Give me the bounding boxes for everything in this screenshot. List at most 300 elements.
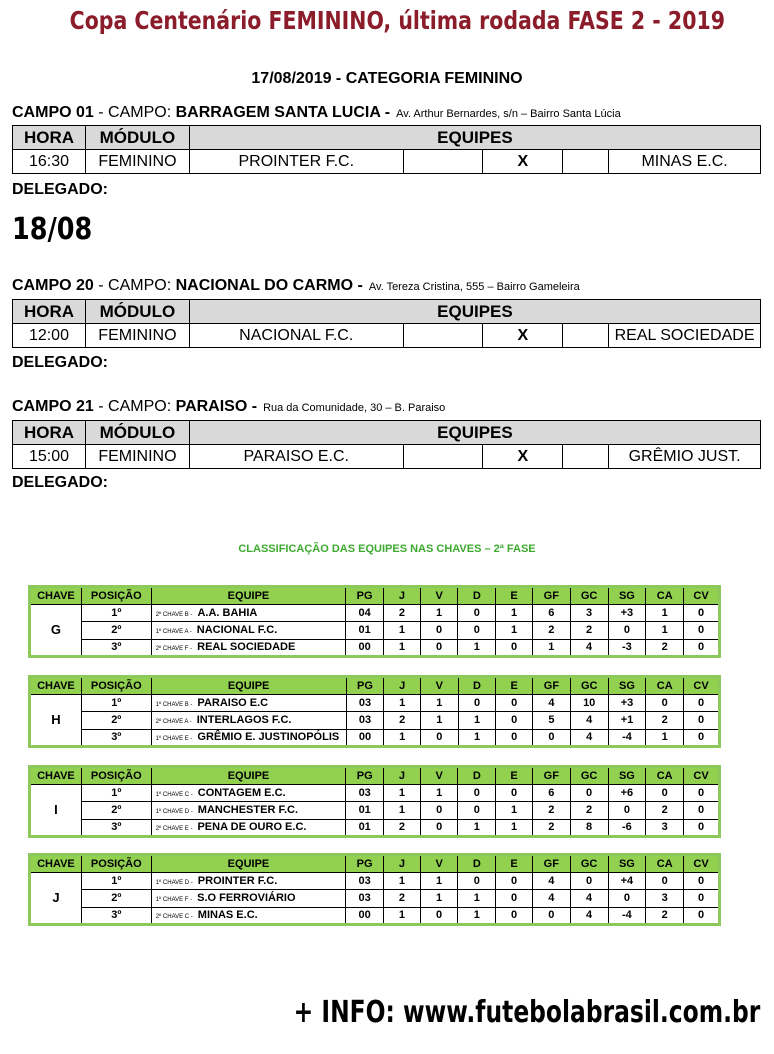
- origin-label: 1º CHAVE D -: [155, 879, 193, 886]
- stat-j: 1: [384, 622, 421, 640]
- header-sg: SG: [608, 855, 646, 873]
- equipes-header: EQUIPES: [189, 300, 760, 324]
- position-cell: 3º: [81, 907, 151, 925]
- origin-label: 1º CHAVE C -: [155, 791, 193, 798]
- position-cell: 2º: [81, 802, 151, 820]
- chave-label: H: [30, 694, 82, 747]
- stat-cv: 0: [684, 712, 720, 730]
- stat-pg: 01: [346, 819, 384, 837]
- position-cell: 1º: [81, 604, 151, 622]
- standings-table-j: [28, 853, 721, 926]
- home-score: [403, 150, 483, 174]
- team-cell: [151, 729, 346, 747]
- position-cell: 1º: [81, 694, 151, 712]
- origin-label: 2º CHAVE B -: [155, 611, 193, 618]
- header-d: D: [458, 855, 496, 873]
- stat-d: 1: [458, 890, 496, 908]
- standings-header-row: [30, 767, 720, 785]
- stat-gf: 2: [532, 802, 570, 820]
- equipes-header: EQUIPES: [189, 421, 760, 445]
- stat-e: 0: [496, 729, 533, 747]
- header-cv: CV: [684, 677, 720, 695]
- stat-pg: 04: [346, 604, 384, 622]
- away-team: REAL SOCIEDADE: [609, 324, 761, 348]
- stat-sg: +4: [608, 872, 646, 890]
- stat-ca: 0: [646, 872, 684, 890]
- chave-label: I: [30, 784, 82, 837]
- stat-ca: 1: [646, 622, 684, 640]
- stat-gc: 3: [570, 604, 608, 622]
- stat-j: 2: [384, 712, 421, 730]
- stat-gf: 6: [532, 784, 570, 802]
- stat-gc: 4: [570, 729, 608, 747]
- position-cell: 3º: [81, 819, 151, 837]
- stat-gf: 0: [533, 729, 571, 747]
- header-posição: POSIÇÃO: [81, 767, 151, 785]
- stat-gf: 5: [533, 712, 571, 730]
- header-e: E: [496, 677, 533, 695]
- stat-ca: 3: [646, 890, 684, 908]
- delegado-label: DELEGADO:: [12, 474, 108, 491]
- campo-local: BARRAGEM SANTA LUCIA -: [175, 104, 391, 121]
- stat-sg: +6: [608, 784, 646, 802]
- table-row: [30, 784, 720, 802]
- header-cv: CV: [684, 767, 720, 785]
- header-pg: PG: [346, 587, 384, 605]
- stat-j: 2: [384, 890, 421, 908]
- origin-label: 1º CHAVE F -: [155, 897, 193, 904]
- header-sg: SG: [608, 767, 646, 785]
- standings-table-i: [28, 765, 721, 838]
- home-team: PARAISO E.C.: [189, 445, 403, 469]
- header-ca: CA: [646, 677, 684, 695]
- header-v: V: [421, 677, 459, 695]
- stat-gc: 4: [570, 890, 608, 908]
- position-cell: 2º: [81, 890, 151, 908]
- origin-label: 2º CHAVE C -: [155, 914, 193, 921]
- team-cell: [151, 819, 346, 837]
- header-e: E: [496, 767, 533, 785]
- team-name: INTERLAGOS F.C.: [196, 714, 292, 727]
- stat-v: 0: [420, 907, 458, 925]
- stat-v: 1: [420, 784, 458, 802]
- campo-separator: - CAMPO:: [93, 104, 176, 121]
- stat-d: 1: [458, 712, 496, 730]
- team-cell: [151, 907, 346, 925]
- stat-d: 1: [458, 729, 496, 747]
- stat-d: 0: [458, 694, 496, 712]
- stat-d: 0: [458, 802, 496, 820]
- hora-header: HORA: [13, 421, 86, 445]
- team-cell: [151, 890, 346, 908]
- team-name: MINAS E.C.: [197, 909, 258, 922]
- stat-gc: 4: [570, 907, 608, 925]
- team-cell: [151, 784, 346, 802]
- table-row: [30, 639, 720, 657]
- stat-sg: 0: [608, 890, 646, 908]
- match-time: 15:00: [13, 445, 86, 469]
- away-team: GRÊMIO JUST.: [609, 445, 761, 469]
- team-cell: [151, 622, 346, 640]
- stat-cv: 0: [684, 872, 720, 890]
- team-name: REAL SOCIEDADE: [197, 641, 296, 654]
- stat-gf: 2: [532, 622, 570, 640]
- stat-d: 0: [458, 872, 496, 890]
- modulo-header: MÓDULO: [85, 126, 189, 150]
- team-cell: [151, 694, 346, 712]
- stat-v: 0: [420, 802, 458, 820]
- hora-header: HORA: [13, 300, 86, 324]
- stat-pg: 01: [346, 622, 384, 640]
- table-row: [30, 819, 720, 837]
- origin-label: 2º CHAVE A -: [155, 719, 192, 726]
- stat-gf: 4: [532, 890, 570, 908]
- campo-separator: - CAMPO:: [93, 398, 176, 415]
- stat-e: 1: [496, 802, 533, 820]
- origin-label: 1º CHAVE B -: [155, 701, 193, 708]
- table-row: [30, 802, 720, 820]
- header-j: J: [384, 587, 421, 605]
- header-gf: GF: [532, 855, 570, 873]
- chave-label: G: [30, 604, 82, 657]
- stat-cv: 0: [684, 819, 720, 837]
- stat-j: 1: [384, 784, 421, 802]
- stat-v: 0: [420, 639, 458, 657]
- origin-label: 2º CHAVE E -: [155, 826, 193, 833]
- stat-d: 1: [458, 639, 496, 657]
- stat-gc: 4: [570, 639, 608, 657]
- header-cv: CV: [684, 855, 720, 873]
- stat-e: 0: [496, 872, 533, 890]
- campo-line-3: [12, 398, 445, 416]
- header-posição: POSIÇÃO: [81, 677, 151, 695]
- header-gc: GC: [570, 677, 608, 695]
- stat-cv: 0: [684, 729, 720, 747]
- stat-e: 1: [496, 604, 533, 622]
- team-name: CONTAGEM E.C.: [197, 786, 286, 799]
- header-pg: PG: [346, 855, 384, 873]
- header-gc: GC: [570, 767, 608, 785]
- stat-gc: 4: [570, 712, 608, 730]
- header-posição: POSIÇÃO: [81, 587, 151, 605]
- header-gf: GF: [532, 587, 570, 605]
- away-team: MINAS E.C.: [609, 150, 761, 174]
- header-ca: CA: [646, 767, 684, 785]
- stat-gf: 0: [532, 907, 570, 925]
- header-sg: SG: [608, 587, 646, 605]
- header-gf: GF: [532, 767, 570, 785]
- team-cell: [151, 802, 346, 820]
- stat-j: 1: [384, 907, 421, 925]
- team-name: S.O FERROVIÁRIO: [197, 892, 296, 905]
- position-cell: 2º: [81, 622, 151, 640]
- team-name: MANCHESTER F.C.: [197, 804, 299, 817]
- stat-d: 0: [458, 622, 496, 640]
- stat-j: 1: [384, 694, 421, 712]
- origin-label: 1º CHAVE D -: [155, 809, 193, 816]
- team-name: PENA DE OURO E.C.: [197, 821, 307, 834]
- match-time: 12:00: [13, 324, 86, 348]
- stat-sg: 0: [608, 802, 646, 820]
- header-chave: CHAVE: [30, 677, 82, 695]
- stat-ca: 0: [646, 694, 684, 712]
- stat-sg: +1: [608, 712, 646, 730]
- stat-v: 1: [421, 694, 459, 712]
- table-row: [30, 712, 720, 730]
- position-cell: 2º: [81, 712, 151, 730]
- header-pg: PG: [346, 677, 384, 695]
- modulo-header: MÓDULO: [85, 421, 189, 445]
- stat-gf: 4: [533, 694, 571, 712]
- date-category-line: 17/08/2019 - CATEGORIA FEMININO: [251, 70, 523, 87]
- position-cell: 1º: [81, 872, 151, 890]
- stat-gf: 4: [532, 872, 570, 890]
- away-score: [563, 324, 609, 348]
- header-posição: POSIÇÃO: [81, 855, 151, 873]
- stat-pg: 03: [346, 872, 384, 890]
- stat-cv: 0: [684, 907, 720, 925]
- stat-d: 0: [458, 604, 496, 622]
- stat-gc: 0: [570, 784, 608, 802]
- header-sg: SG: [608, 677, 646, 695]
- versus-mark: X: [483, 150, 563, 174]
- stat-v: 0: [421, 729, 459, 747]
- delegado-label: DELEGADO:: [12, 181, 108, 198]
- header-e: E: [496, 855, 533, 873]
- campo-number: CAMPO 01: [12, 104, 94, 121]
- campo-address: Av. Arthur Bernardes, s/n – Bairro Santa Lúcia: [396, 108, 621, 120]
- table-row: [30, 622, 720, 640]
- team-name: A.A. BAHIA: [197, 606, 258, 619]
- stat-d: 1: [458, 907, 496, 925]
- info-footer: + INFO: www.futebolabrasil.com.br: [293, 995, 760, 1030]
- stat-e: 0: [496, 712, 533, 730]
- home-team: NACIONAL F.C.: [189, 324, 403, 348]
- stat-ca: 2: [646, 802, 684, 820]
- stat-e: 0: [496, 784, 533, 802]
- standings-header-row: [30, 677, 720, 695]
- stat-j: 1: [384, 639, 421, 657]
- stat-e: 1: [496, 819, 533, 837]
- header-ca: CA: [646, 855, 684, 873]
- home-score: [403, 324, 483, 348]
- stat-gf: 2: [532, 819, 570, 837]
- team-name: NACIONAL F.C.: [196, 624, 278, 637]
- stat-cv: 0: [684, 802, 720, 820]
- stat-sg: 0: [608, 622, 646, 640]
- header-j: J: [384, 855, 421, 873]
- standings-table-g: [28, 585, 721, 658]
- match-module: FEMININO: [85, 324, 189, 348]
- origin-label: 1º CHAVE A -: [155, 629, 192, 636]
- table-row: [30, 604, 720, 622]
- stat-pg: 00: [346, 907, 384, 925]
- stat-ca: 0: [646, 784, 684, 802]
- header-gc: GC: [570, 855, 608, 873]
- stat-gc: 2: [570, 802, 608, 820]
- campo-number: CAMPO 20: [12, 277, 94, 294]
- stat-ca: 1: [646, 729, 684, 747]
- stat-e: 0: [496, 694, 533, 712]
- header-d: D: [458, 767, 496, 785]
- stat-d: 0: [458, 784, 496, 802]
- team-cell: [151, 604, 346, 622]
- stat-sg: +3: [608, 694, 646, 712]
- header-ca: CA: [646, 587, 684, 605]
- header-v: V: [420, 767, 458, 785]
- stat-v: 1: [420, 872, 458, 890]
- match-module: FEMININO: [85, 445, 189, 469]
- stat-v: 1: [420, 890, 458, 908]
- team-name: PROINTER F.C.: [197, 874, 278, 887]
- stat-pg: 00: [346, 729, 384, 747]
- stat-e: 0: [496, 639, 533, 657]
- stat-ca: 1: [646, 604, 684, 622]
- table-row: [30, 872, 720, 890]
- page-title: Copa Centenário FEMININO, última rodada FASE 2 - 2019: [69, 6, 725, 35]
- campo-local: PARAISO -: [175, 398, 258, 415]
- header-j: J: [384, 767, 421, 785]
- stat-sg: -3: [608, 639, 646, 657]
- header-gc: GC: [570, 587, 608, 605]
- team-name: PARAISO E.C: [197, 696, 269, 709]
- equipes-header: EQUIPES: [189, 126, 760, 150]
- classification-title: CLASSIFICAÇÃO DAS EQUIPES NAS CHAVES – 2ª FASE: [238, 543, 536, 555]
- stat-gc: 10: [570, 694, 608, 712]
- position-cell: 3º: [81, 729, 151, 747]
- campo-address: Rua da Comunidade, 30 – B. Paraiso: [263, 402, 446, 414]
- header-d: D: [458, 677, 496, 695]
- match-module: FEMININO: [85, 150, 189, 174]
- stat-v: 1: [421, 712, 459, 730]
- team-cell: [151, 872, 346, 890]
- versus-mark: X: [483, 445, 563, 469]
- stat-ca: 2: [646, 712, 684, 730]
- match-table-3: [12, 420, 761, 469]
- stat-gc: 0: [570, 872, 608, 890]
- header-j: J: [384, 677, 421, 695]
- modulo-header: MÓDULO: [85, 300, 189, 324]
- chave-label: J: [30, 872, 82, 925]
- table-row: [30, 694, 720, 712]
- stat-e: 0: [496, 890, 533, 908]
- team-cell: [151, 712, 346, 730]
- header-cv: CV: [684, 587, 720, 605]
- stat-j: 1: [384, 729, 421, 747]
- stat-gc: 2: [570, 622, 608, 640]
- stat-pg: 03: [346, 890, 384, 908]
- stat-cv: 0: [684, 694, 720, 712]
- stat-sg: -4: [608, 729, 646, 747]
- match-table-1: [12, 125, 761, 174]
- header-chave: CHAVE: [30, 855, 82, 873]
- stat-cv: 0: [684, 622, 720, 640]
- stat-j: 1: [384, 872, 421, 890]
- table-row: [30, 729, 720, 747]
- stat-ca: 2: [646, 907, 684, 925]
- stat-sg: -4: [608, 907, 646, 925]
- stat-e: 1: [496, 622, 533, 640]
- campo-number: CAMPO 21: [12, 398, 94, 415]
- stat-ca: 3: [646, 819, 684, 837]
- header-equipe: EQUIPE: [151, 677, 346, 695]
- stat-v: 0: [420, 622, 458, 640]
- header-v: V: [420, 855, 458, 873]
- stat-v: 1: [420, 604, 458, 622]
- campo-line-2: [12, 277, 580, 295]
- position-cell: 1º: [81, 784, 151, 802]
- stat-sg: +3: [608, 604, 646, 622]
- stat-pg: 00: [346, 639, 384, 657]
- header-equipe: EQUIPE: [151, 767, 346, 785]
- team-name: GRÊMIO E. JUSTINOPÓLIS: [197, 731, 340, 744]
- header-chave: CHAVE: [30, 587, 82, 605]
- standings-table-h: [28, 675, 721, 748]
- header-equipe: EQUIPE: [151, 855, 346, 873]
- stat-cv: 0: [684, 784, 720, 802]
- stat-gf: 6: [532, 604, 570, 622]
- origin-label: 2º CHAVE F -: [155, 646, 193, 653]
- hora-header: HORA: [13, 126, 86, 150]
- header-v: V: [420, 587, 458, 605]
- standings-header-row: [30, 587, 720, 605]
- campo-address: Av. Tereza Cristina, 555 – Bairro Gameleira: [368, 281, 580, 293]
- header-equipe: EQUIPE: [151, 587, 346, 605]
- stat-gf: 1: [532, 639, 570, 657]
- table-row: [30, 907, 720, 925]
- header-gf: GF: [533, 677, 571, 695]
- stat-j: 1: [384, 802, 421, 820]
- position-cell: 3º: [81, 639, 151, 657]
- standings-header-row: [30, 855, 720, 873]
- header-e: E: [496, 587, 533, 605]
- stat-pg: 03: [346, 712, 384, 730]
- stat-j: 2: [384, 604, 421, 622]
- stat-v: 0: [420, 819, 458, 837]
- campo-separator: - CAMPO:: [93, 277, 176, 294]
- stat-d: 1: [458, 819, 496, 837]
- away-score: [563, 150, 609, 174]
- campo-line-1: [12, 104, 621, 122]
- stat-ca: 2: [646, 639, 684, 657]
- stat-pg: 01: [346, 802, 384, 820]
- home-team: PROINTER F.C.: [189, 150, 403, 174]
- stat-pg: 03: [346, 784, 384, 802]
- stat-sg: -6: [608, 819, 646, 837]
- team-cell: [151, 639, 346, 657]
- home-score: [403, 445, 483, 469]
- match-time: 16:30: [13, 150, 86, 174]
- header-chave: CHAVE: [30, 767, 82, 785]
- stat-pg: 03: [346, 694, 384, 712]
- away-score: [563, 445, 609, 469]
- delegado-label: DELEGADO:: [12, 354, 108, 371]
- section-date: 18/08: [12, 212, 93, 247]
- stat-cv: 0: [684, 639, 720, 657]
- match-table-2: [12, 299, 761, 348]
- stat-cv: 0: [684, 890, 720, 908]
- stat-j: 2: [384, 819, 421, 837]
- stat-cv: 0: [684, 604, 720, 622]
- table-row: [30, 890, 720, 908]
- header-pg: PG: [346, 767, 384, 785]
- stat-gc: 8: [570, 819, 608, 837]
- campo-local: NACIONAL DO CARMO -: [175, 277, 363, 294]
- versus-mark: X: [483, 324, 563, 348]
- header-d: D: [458, 587, 496, 605]
- origin-label: 1º CHAVE E -: [155, 736, 193, 743]
- stat-e: 0: [496, 907, 533, 925]
